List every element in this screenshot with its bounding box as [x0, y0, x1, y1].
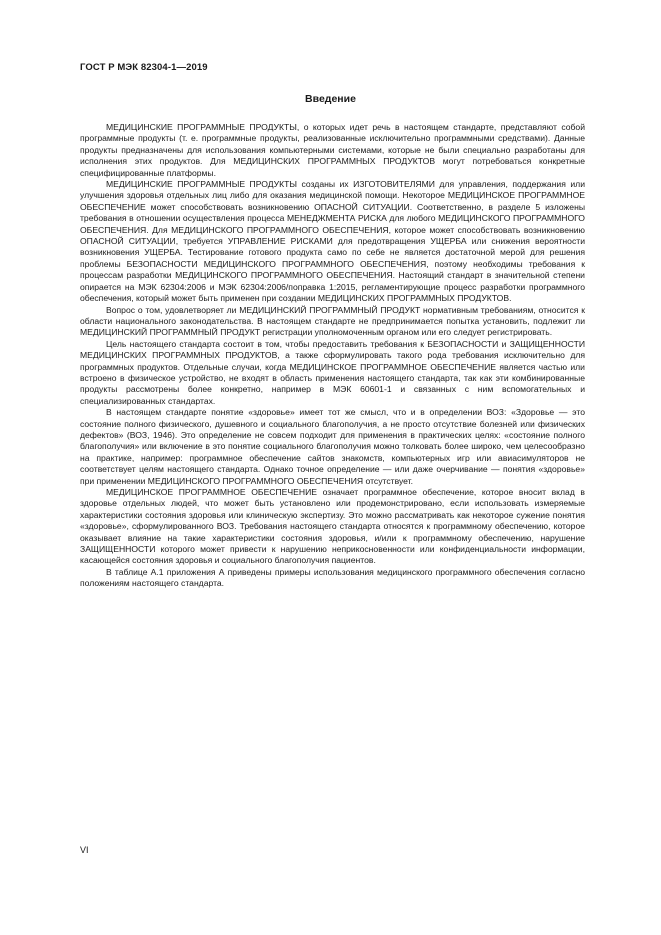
page-number: VI — [80, 845, 89, 855]
section-title: Введение — [305, 93, 356, 105]
paragraph-2: МЕДИЦИНСКИЕ ПРОГРАММНЫЕ ПРОДУКТЫ созданы их ИЗГОТОВИТЕЛЯМИ для управления, поддержания или улучшения здоровья отдельных лиц либо для оказания медицинской помощи. Некоторое МЕДИЦИНСКОЕ ПРОГРАММНОЕ ОБЕСПЕЧЕНИЕ может способствовать возникновению ОПАСНОЙ СИТУАЦИИ. Соответственно, в разделе 5 изложены требования в отношении осуществления процесса МЕНЕДЖМЕНТА РИСКА для любого МЕДИЦИНСКОГО ПРОГРАММНОГО ОБЕСПЕЧЕНИЯ. Для МЕДИЦИНСКОГО ПРОГРАММНОГО ОБЕСПЕЧЕНИЯ, которое может способствовать возникновению ОПАСНОЙ СИТУАЦИИ, требуется УПРАВЛЕНИЕ РИСКАМИ для предотвращения УЩЕРБА или снижения вероятности возникновения УЩЕРБА. Тестирование готового продукта само по себе не является достаточной мерой для решения проблемы БЕЗОПАСНОСТИ МЕДИЦИНСКОГО ПРОГРАММНОГО ОБЕСПЕЧЕНИЯ, поэтому необходимы требования к процессам разработки МЕДИЦИНСКОГО ПРОГРАММНОГО ОБЕСПЕЧЕНИЯ. Настоящий стандарт в значительной степени опирается на МЭК 62304:2006 и МЭК 62304:2006/поправка 1:2015, регламентирующие процесс разработки программного обеспечения, который может быть применен при создании МЕДИЦИНСКИХ ПРОГРАММНЫХ ПРОДУКТОВ. — [80, 179, 585, 304]
paragraph-1: МЕДИЦИНСКИЕ ПРОГРАММНЫЕ ПРОДУКТЫ, о которых идет речь в настоящем стандарте, представляют собой программные продукты (т. е. программные продукты, реализованные исключительно программными средствами). Данные продукты предназначены для использования компьютерными системами, которые не были специально разработаны для исполнения этих продуктов. Для МЕДИЦИНСКИХ ПРОГРАММНЫХ ПРОДУКТОВ могут потребоваться конкретные специфицированные платформы. — [80, 122, 585, 178]
paragraph-5: В настоящем стандарте понятие «здоровье» имеет тот же смысл, что и в определении ВОЗ: «Здоровье — это состояние полного физического, душевного и социального благополучия, а не просто отсутствие болезней или физических дефектов» (ВОЗ, 1946). Это определение не совсем подходит для применения в практических целях: «состояние полного благополучия» или включение в это понятие социального благополучия можно толковать более широко, чем целесообразно на практике, например: программное обеспечение сайтов знакомств, компьютерных игр или авиасимуляторов не соответствует целям настоящего стандарта. Однако точное определение — или даже очерчивание — понятия «здоровье» при применении МЕДИЦИНСКОГО ПРОГРАММНОГО ОБЕСПЕЧЕНИЯ отсутствует. — [80, 407, 585, 486]
paragraph-6: МЕДИЦИНСКОЕ ПРОГРАММНОЕ ОБЕСПЕЧЕНИЕ означает программное обеспечение, которое вносит вклад в здоровье отдельных людей, что может быть установлено или продемонстрировано, если использовать измеряемые характеристики состояния здоровья или клиническую экспертизу. Это можно рассматривать как некоторое сужение понятия «здоровье», сформулированного ВОЗ. Требования настоящего стандарта относятся к программному обеспечению, которое оказывает влияние на такие характеристики состояния здоровья, и/или к программному обеспечению, нарушение ЗАЩИЩЕННОСТИ которого может привести к нарушению неприкосновенности или конфиденциальности информации, касающейся состояния здоровья и социального благополучия пациентов. — [80, 487, 585, 566]
standard-header: ГОСТ Р МЭК 82304-1—2019 — [80, 62, 208, 73]
paragraph-3: Вопрос о том, удовлетворяет ли МЕДИЦИНСКИЙ ПРОГРАММНЫЙ ПРОДУКТ нормативным требованиям, относится к области национального законодательства. В настоящем стандарте не предпринимается попытка установить, подлежит ли МЕДИЦИНСКИЙ ПРОГРАММНЫЙ ПРОДУКТ регистрации уполномоченным органом или его следует регистрировать. — [80, 304, 585, 338]
paragraph-4: Цель настоящего стандарта состоит в том, чтобы предоставить требования к БЕЗОПАСНОСТИ и ЗАЩИЩЕННОСТИ МЕДИЦИНСКИХ ПРОГРАММНЫХ ПРОДУКТОВ, а также сформулировать такого рода требования исключительно для программных продуктов. Отдельные случаи, когда МЕДИЦИНСКОЕ ПРОГРАММНОЕ ОБЕСПЕЧЕНИЕ является частью или встроено в физическое устройство, не входят в область применения настоящего стандарта, так как эти комбинированные продукты рассмотрены более конкретно, например в МЭК 60601-1 и связанных с ним вспомогательных и специализированных стандартах. — [80, 338, 585, 406]
paragraph-7: В таблице А.1 приложения А приведены примеры использования медицинского программного обеспечения согласно положениям настоящего стандарта. — [80, 566, 585, 589]
document-body — [80, 122, 585, 590]
